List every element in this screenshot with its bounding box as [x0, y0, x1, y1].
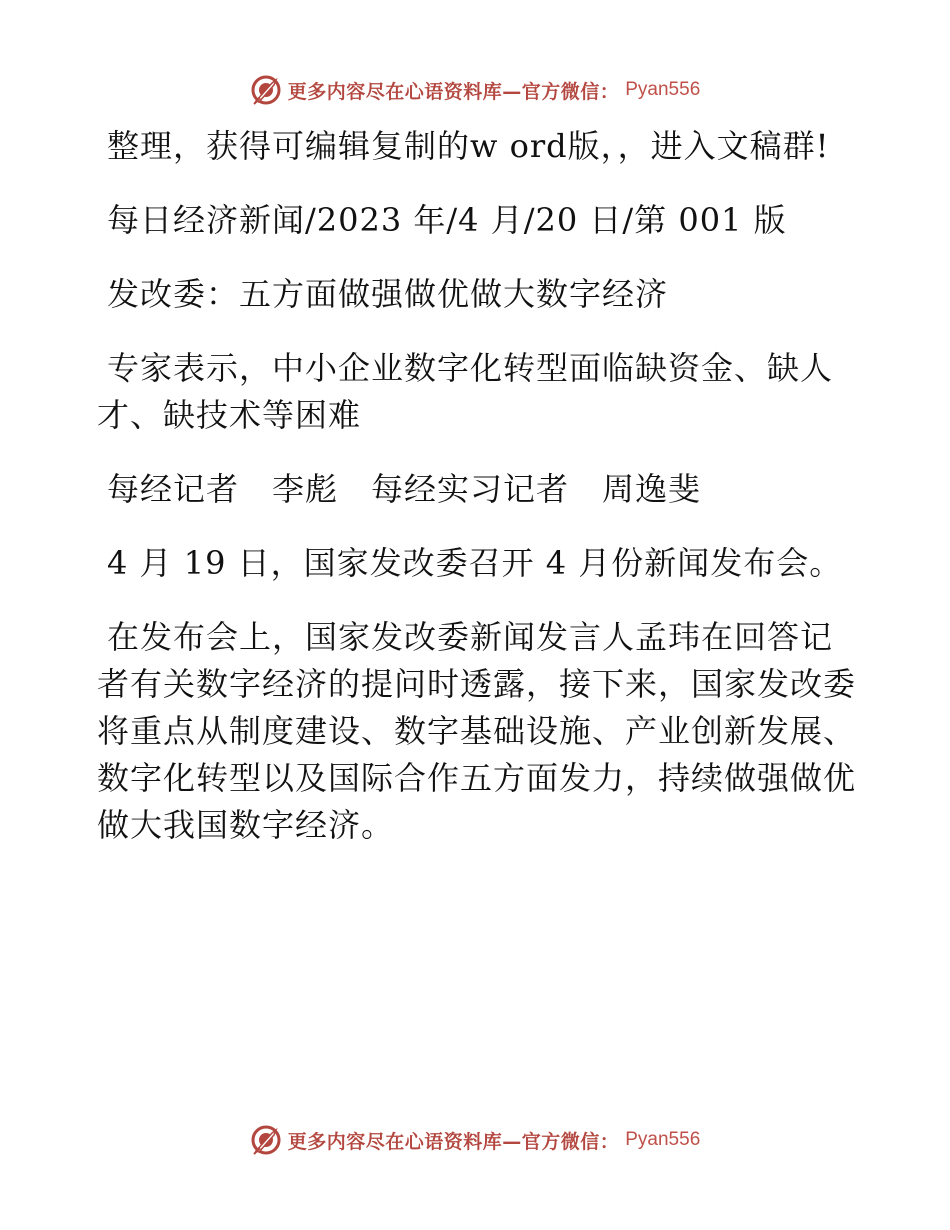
watermark-wechat-id: Pyan556: [625, 79, 701, 100]
quill-pen-logo-icon: [250, 1124, 282, 1156]
watermark-text: 更多内容尽在心语资料库—官方微信：: [287, 80, 620, 103]
header-watermark: [0, 70, 950, 110]
footer-watermark: [0, 1120, 950, 1160]
intro-note: 整理，获得可编辑复制的w ord版，，进入文稿群!: [107, 127, 830, 165]
watermark-text: 更多内容尽在心语资料库—官方微信：: [287, 1130, 620, 1153]
quill-pen-logo-icon: [250, 74, 282, 106]
document-body: [97, 123, 857, 876]
byline: 每经记者 李彪 每经实习记者 周逸斐: [107, 470, 702, 508]
article-subtitle: 专家表示，中小企业数字化转型面临缺资金、缺人才、缺技术等困难: [97, 349, 834, 434]
article-title: 发改委：五方面做强做优做大数字经济: [107, 275, 669, 313]
watermark-wechat-id: Pyan556: [625, 1129, 701, 1150]
body-paragraph: 在发布会上，国家发改委新闻发言人孟玮在回答记者有关数字经济的提问时透露，接下来，国家发改委将重点从制度建设、数字基础设施、产业创新发展、数字化转型以及国际合作五方面发力，持续做强做优做大我国数字经济。: [97, 618, 857, 844]
body-paragraph: 4 月 19 日，国家发改委召开 4 月份新闻发布会。: [107, 544, 843, 582]
source-line: 每日经济新闻/2023 年/4 月/20 日/第 001 版: [107, 201, 787, 239]
